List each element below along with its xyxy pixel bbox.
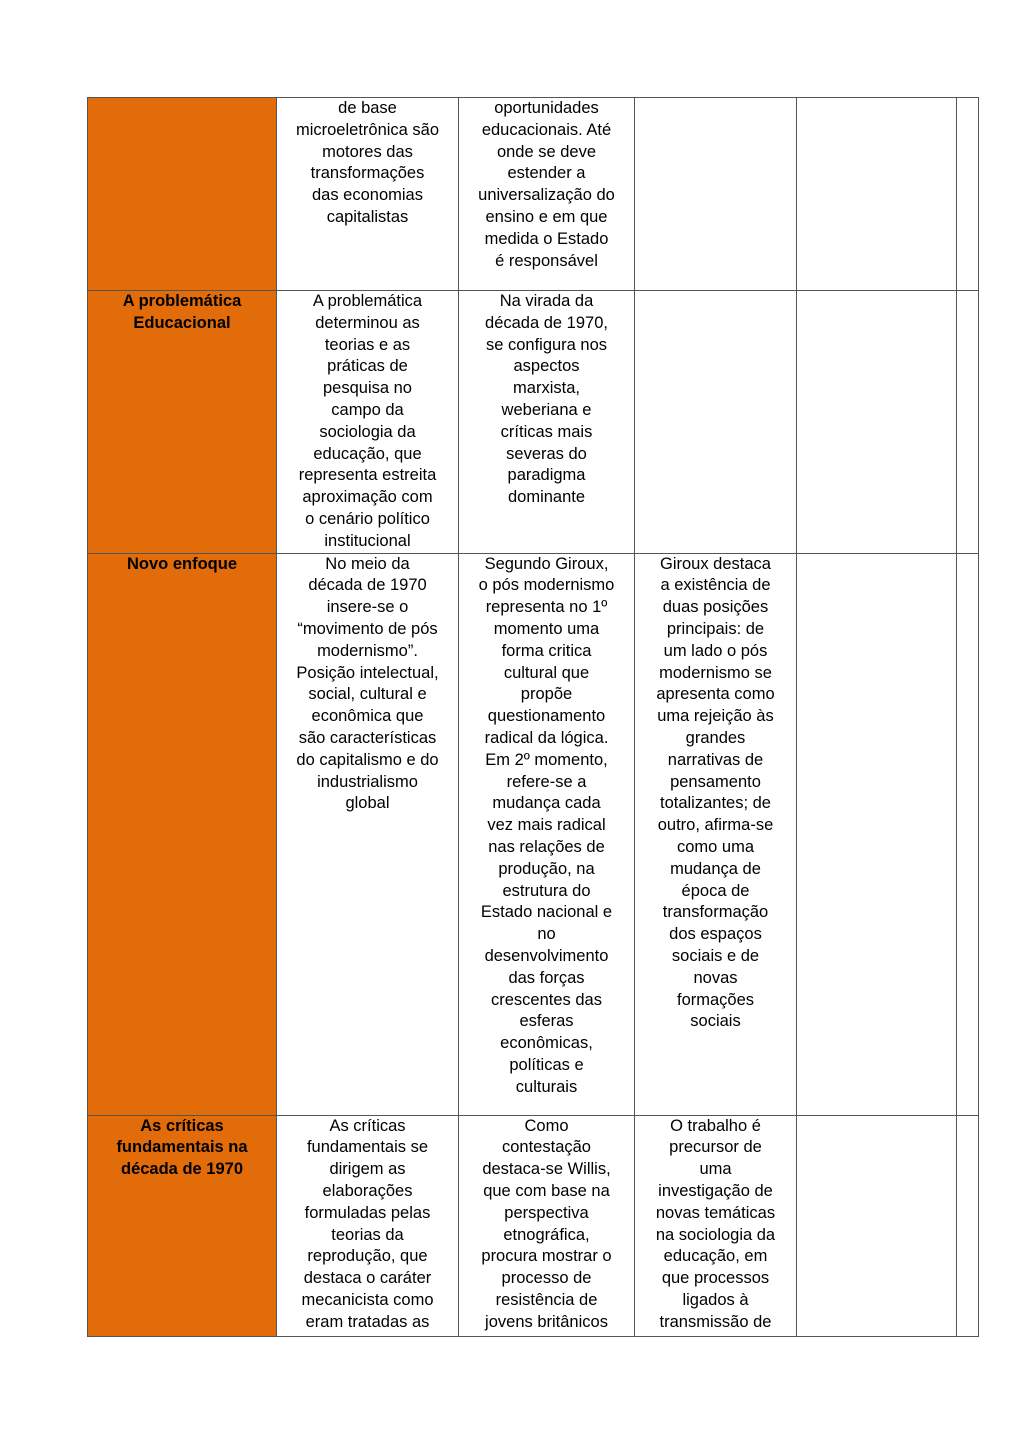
row-heading-cell [88,98,277,291]
table-cell: O trabalho é precursor de uma investigação de novas temáticas na sociologia da educação, em que processos ligados à transmissão de [635,1115,797,1336]
table-cell [635,291,797,554]
table-cell [635,98,797,291]
narrow-empty-cell [957,98,979,291]
row-heading-cell: As críticas fundamentais na década de 1970 [88,1115,277,1336]
table-cell: Segundo Giroux, o pós modernismo representa no 1º momento uma forma critica cultural que propõe questionamento radical da lógica. Em 2º momento, refere-se a mudança cada vez mais radical nas relações de produção, na estrutura do Estado nacional e no desenvolvimento das forças crescentes das esferas econômicas, políticas e culturais [459,553,635,1115]
row-heading-cell: A problemática Educacional [88,291,277,554]
table-row [88,553,979,1115]
table-cell [797,291,957,554]
table-row [88,1115,979,1336]
row-heading-cell: Novo enfoque [88,553,277,1115]
table-row [88,98,979,291]
narrow-empty-cell [957,291,979,554]
table-cell [797,1115,957,1336]
narrow-empty-cell [957,1115,979,1336]
table-cell [797,553,957,1115]
table-cell: Giroux destaca a existência de duas posições principais: de um lado o pós modernismo se apresenta como uma rejeição às grandes narrativas de pensamento totalizantes; de outro, afirma-se como uma mudança de época de transformação dos espaços sociais e de novas formações sociais [635,553,797,1115]
comparison-table [87,97,979,1337]
table-cell: Na virada da década de 1970, se configura nos aspectos marxista, weberiana e críticas mais severas do paradigma dominante [459,291,635,554]
table-cell [797,98,957,291]
table-cell: A problemática determinou as teorias e as práticas de pesquisa no campo da sociologia da educação, que representa estreita aproximação com o cenário político institucional [277,291,459,554]
table-cell: oportunidades educacionais. Até onde se deve estender a universalização do ensino e em que medida o Estado é responsável [459,98,635,291]
narrow-empty-cell [957,553,979,1115]
table-cell: As críticas fundamentais se dirigem as elaborações formuladas pelas teorias da reprodução, que destaca o caráter mecanicista como eram tratadas as [277,1115,459,1336]
table-cell: de base microeletrônica são motores das transformações das economias capitalistas [277,98,459,291]
table-cell: No meio da década de 1970 insere-se o “movimento de pós modernismo”. Posição intelectual, social, cultural e econômica que são características do capitalismo e do industrialismo global [277,553,459,1115]
table-cell: Como contestação destaca-se Willis, que com base na perspectiva etnográfica, procura mostrar o processo de resistência de jovens britânicos [459,1115,635,1336]
table-row [88,291,979,554]
